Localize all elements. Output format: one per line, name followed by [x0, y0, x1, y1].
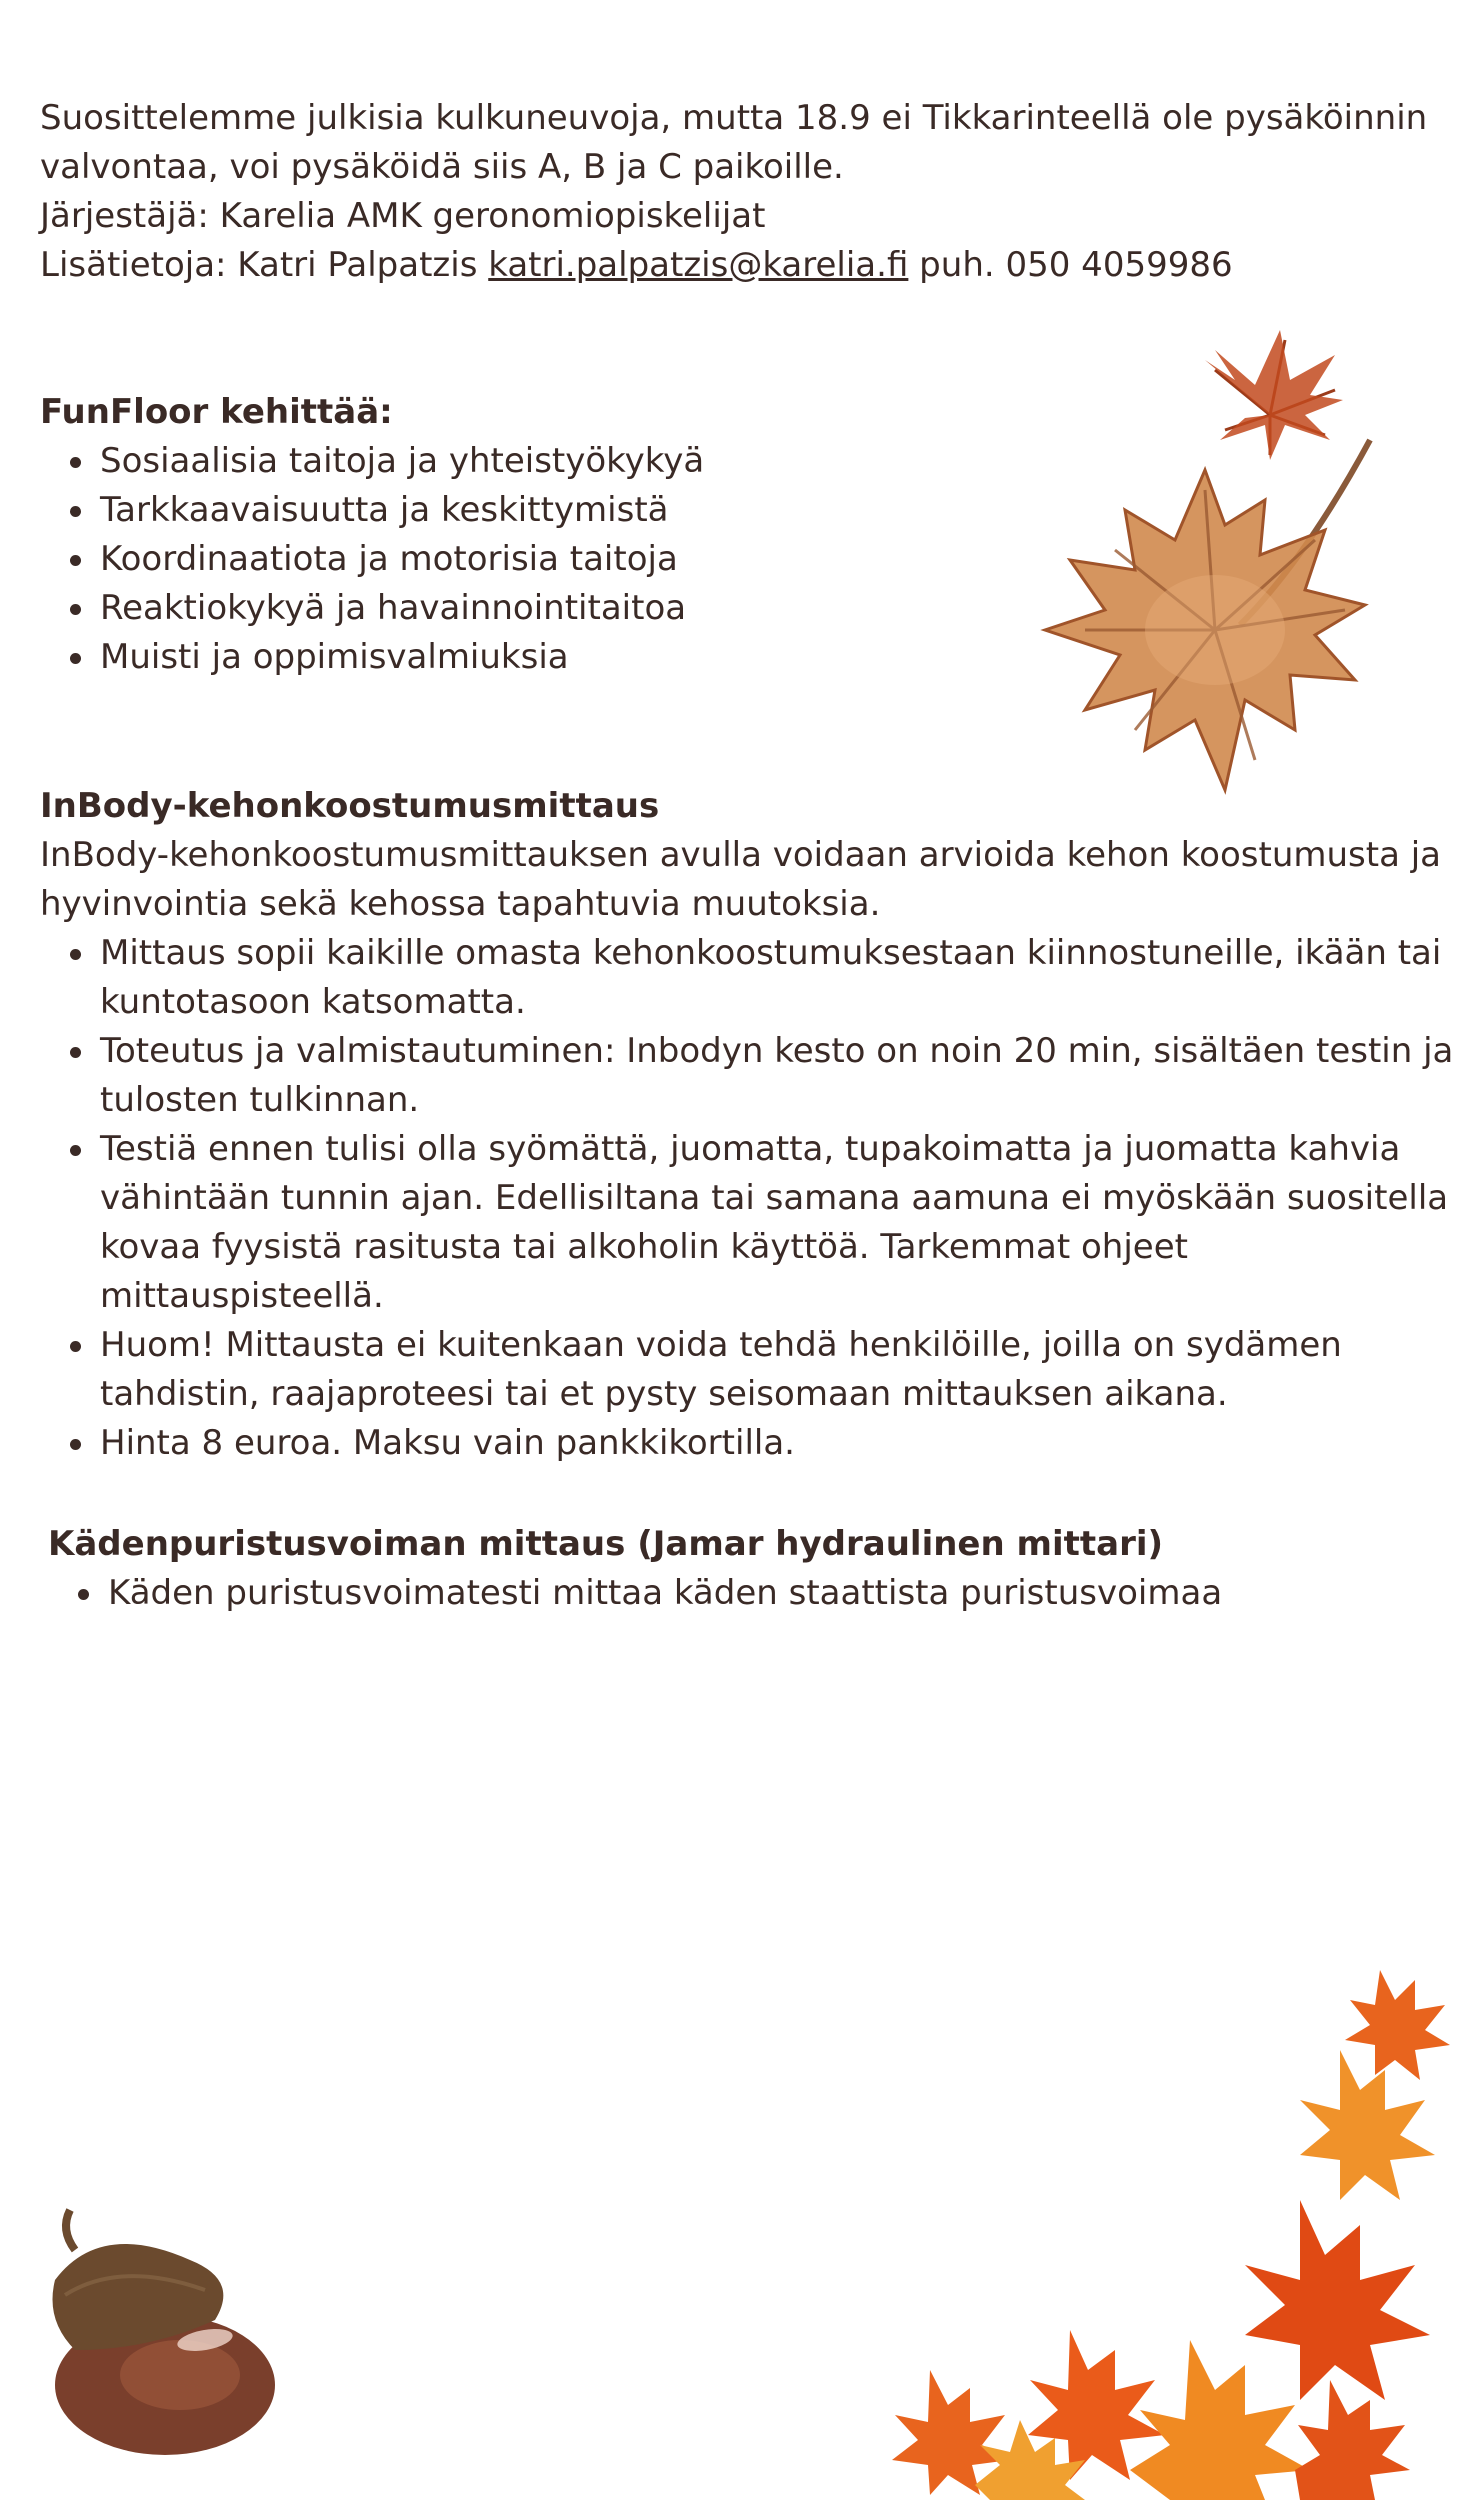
contact-prefix: Lisätietoja: Katri Palpatzis	[40, 245, 489, 285]
intro-line-1: Suosittelemme julkisia kulkuneuvoja, mutta 18.9 ei Tikkarinteellä ole pysäköinnin	[40, 98, 1428, 138]
list-item: Testiä ennen tulisi olla syömättä, juomatta, tupakoimatta ja juomatta kahvia vähintään tunnin ajan. Edellisiltana tai samana aamuna ei myöskään suositella kovaa fyysistä rasitusta tai alkoholin käyttöä. Tarkemmat ohjeet mittauspisteellä.	[100, 1125, 1458, 1321]
maple-leaf-large-icon	[1025, 430, 1385, 820]
jamar-heading: Kädenpuristusvoiman mittaus (Jamar hydraulinen mittari)	[48, 1524, 1164, 1564]
list-item: Huom! Mittausta ei kuitenkaan voida tehdä henkilöille, joilla on sydämen tahdistin, raajaproteesi tai et pysty seisomaan mittauksen aikana.	[100, 1321, 1458, 1419]
inbody-intro-line-1: InBody-kehonkoostumusmittauksen avulla voidaan arvioida kehon koostumusta ja	[40, 835, 1442, 875]
inbody-list	[40, 929, 1454, 1468]
funfloor-heading: FunFloor kehittää:	[40, 392, 393, 432]
intro-block	[40, 94, 1427, 290]
acorn-icon	[40, 2200, 300, 2460]
phone-text: puh. 050 4059986	[908, 245, 1233, 285]
list-item: Koordinaatiota ja motorisia taitoja	[100, 535, 704, 584]
inbody-section	[40, 782, 1454, 1468]
list-item: Sosiaalisia taitoja ja yhteistyökykyä	[100, 437, 704, 486]
contact-line	[40, 241, 1427, 290]
list-item: Käden puristusvoimatesti mittaa käden staattista puristusvoimaa	[108, 1569, 1222, 1618]
inbody-heading: InBody-kehonkoostumusmittaus	[40, 786, 660, 826]
funfloor-section	[40, 388, 704, 682]
list-item: Hinta 8 euroa. Maksu vain pankkikortilla.	[100, 1419, 1458, 1468]
list-item: Toteutus ja valmistautuminen: Inbodyn kesto on noin 20 min, sisältäen testin ja tulosten tulkinnan.	[100, 1027, 1458, 1125]
intro-line-2: valvontaa, voi pysäköidä siis A, B ja C paikoille.	[40, 147, 844, 187]
list-item: Reaktiokykyä ja havainnointitaitoa	[100, 584, 704, 633]
organizer-line: Järjestäjä: Karelia AMK geronomiopiskelijat	[40, 196, 766, 236]
inbody-intro-line-2: hyvinvointia sekä kehossa tapahtuvia muutoksia.	[40, 884, 881, 924]
list-item: Tarkkaavaisuutta ja keskittymistä	[100, 486, 704, 535]
autumn-leaves-icon	[870, 1960, 1458, 2500]
list-item: Mittaus sopii kaikille omasta kehonkoostumuksestaan kiinnostuneille, ikään tai kuntotasoon katsomatta.	[100, 929, 1458, 1027]
jamar-section	[48, 1520, 1222, 1618]
email-link[interactable]: katri.palpatzis@karelia.fi	[488, 245, 909, 285]
funfloor-list	[40, 437, 704, 682]
jamar-list	[48, 1569, 1222, 1618]
list-item: Muisti ja oppimisvalmiuksia	[100, 633, 704, 682]
